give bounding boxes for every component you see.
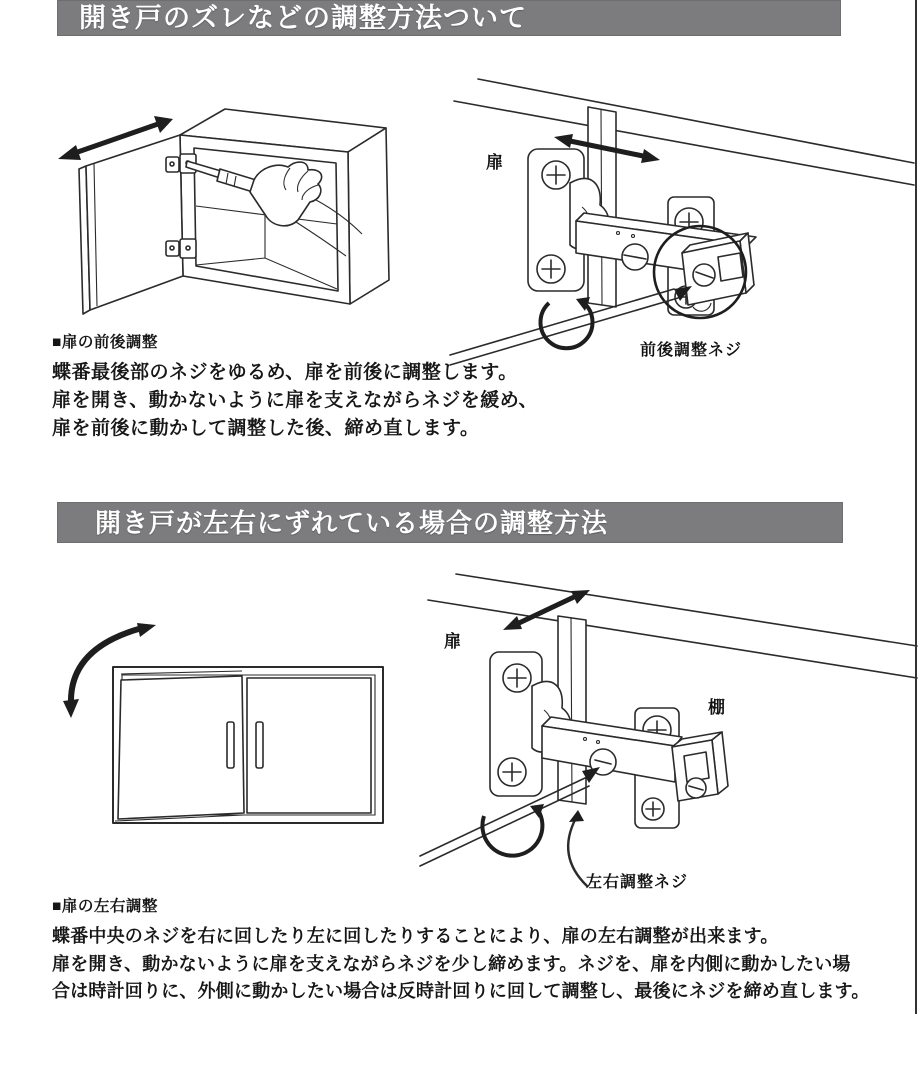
section2-body-line: 蝶番中央のネジを右に回したり左に回したりすることにより、扉の左右調整が出来ます。: [52, 926, 779, 946]
page-scan-edge: [915, 0, 917, 1014]
section1-screw-label: 前後調整ネジ: [640, 342, 743, 359]
section2-header-bar: 開き戸が左右にずれている場合の調整方法: [57, 502, 843, 543]
section1-body-heading: ■扉の前後調整: [52, 334, 158, 351]
section1-body: [52, 330, 612, 443]
front-back-hinge-illustration: [450, 57, 918, 372]
section1-door-label: 扉: [486, 153, 503, 172]
section2-body-heading: ■扉の左右調整: [52, 898, 158, 915]
section1-body-line: 蝶番最後部のネジをゆるめ、扉を前後に調整します。: [52, 362, 518, 383]
section2-shelf-label: 棚: [708, 698, 725, 717]
section2-door-label: 扉: [444, 632, 461, 651]
cabinet-front-back-illustration: [40, 88, 450, 343]
section1-body-line: 扉を前後に動かして調整した後、締め直します。: [52, 418, 480, 439]
section1-header-bar: 開き戸のズレなどの調整方法ついて: [57, 0, 841, 36]
section2-body-line: 扉を開き、動かないように扉を支えながらネジを少し締めます。ネジを、扉を内側に動かしたい場: [52, 953, 851, 974]
section2-body-line: 合は時計回りに、外側に動かしたい場合は反時計回りに回して調整し、最後にネジを締め直します。: [52, 981, 870, 1001]
section2-body: [52, 894, 902, 1006]
section2-screw-label: 左右調整ネジ: [586, 874, 689, 891]
left-right-hinge-illustration: [420, 556, 918, 901]
double-door-illustration: [50, 608, 420, 878]
section1-body-line: 扉を開き、動かないように扉を支えながらネジを緩め、: [52, 390, 538, 411]
